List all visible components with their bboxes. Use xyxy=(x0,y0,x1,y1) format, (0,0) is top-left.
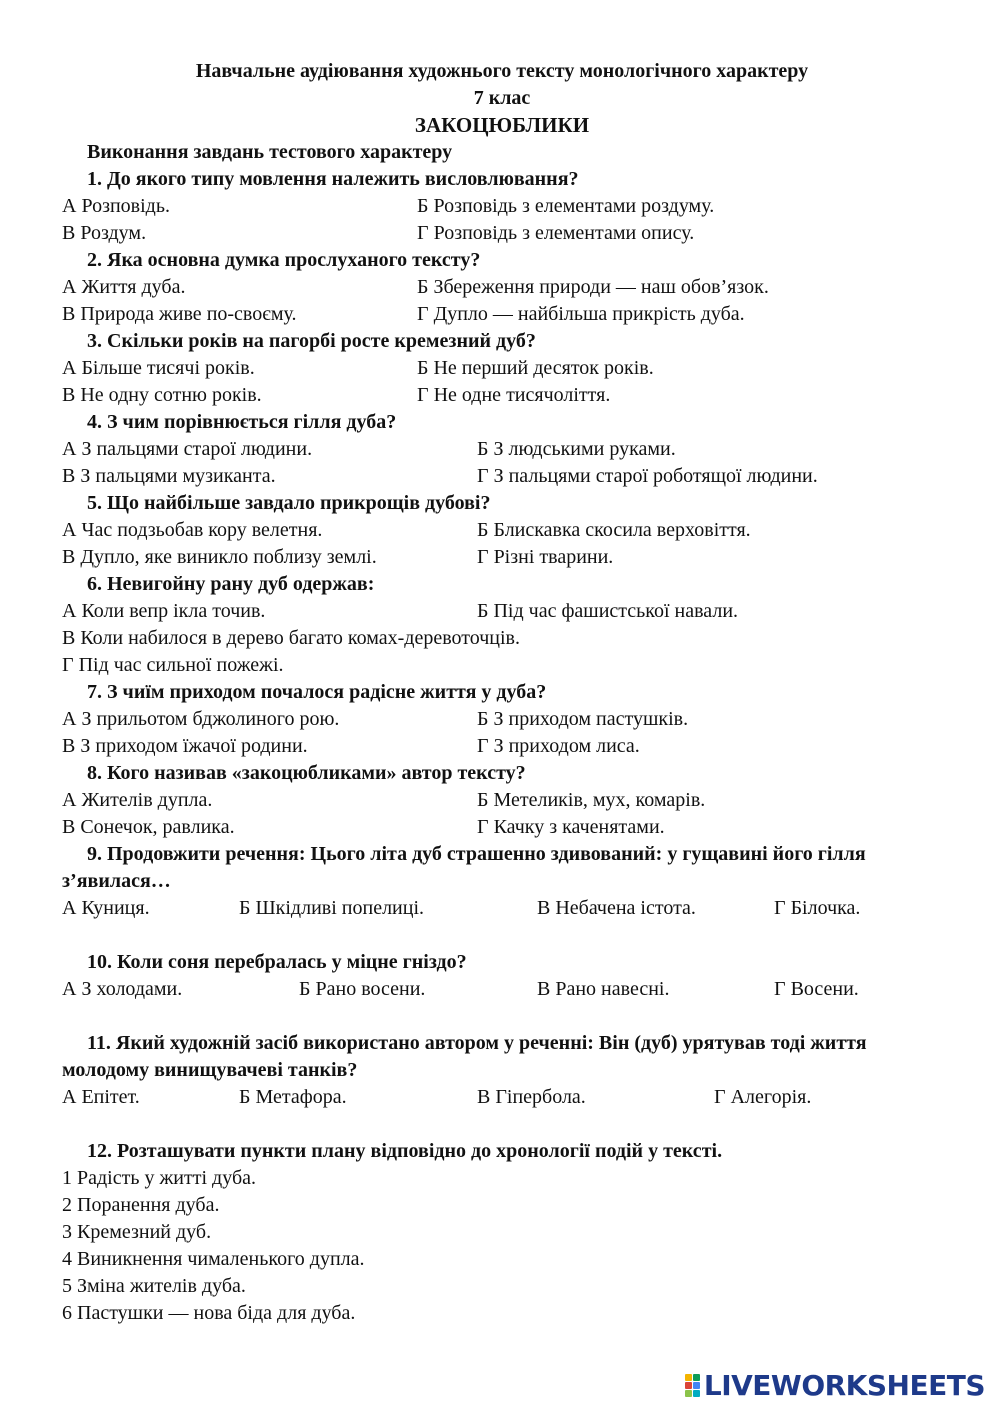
logo-square-icon xyxy=(685,1374,692,1381)
answer-option[interactable]: Г З пальцями старої роботящої людини. xyxy=(477,465,818,487)
plan-item[interactable]: 1 Радість у житті дуба. xyxy=(62,1167,256,1189)
answer-option[interactable]: Б З людськими руками. xyxy=(477,438,676,460)
answer-option[interactable]: А Життя дуба. xyxy=(62,276,186,298)
answer-row xyxy=(62,193,942,220)
answer-option[interactable]: А Розповідь. xyxy=(62,195,170,217)
answer-option[interactable]: Б Блискавка скосила верховіття. xyxy=(477,519,751,541)
answer-option[interactable]: Б Метафора. xyxy=(239,1086,347,1108)
answer-row xyxy=(62,220,942,247)
answer-option[interactable]: Г З приходом лиса. xyxy=(477,735,640,757)
answer-option[interactable]: Б Рано восени. xyxy=(299,978,426,1000)
answer-option[interactable]: Г Качку з каченятами. xyxy=(477,816,665,838)
plan-item[interactable]: 2 Поранення дуба. xyxy=(62,1194,220,1216)
logo-square-icon xyxy=(685,1390,692,1397)
answer-option[interactable]: А Жителів дупла. xyxy=(62,789,213,811)
logo-square-icon xyxy=(693,1374,700,1381)
answer-option[interactable]: Г Дупло — найбільша прикрість дуба. xyxy=(417,303,745,325)
doc-heading-line1: Навчальне аудіювання художнього тексту монологічного характеру xyxy=(195,60,809,82)
liveworksheets-logo xyxy=(685,1369,985,1401)
answer-row xyxy=(62,274,942,301)
logo-square-icon xyxy=(685,1382,692,1389)
answer-option[interactable]: Б Збереження природи — наш обов’язок. xyxy=(417,276,769,298)
question-7: 7. З чиїм приходом почалося радісне життя у дуба? xyxy=(87,681,547,703)
answer-option[interactable]: А З прильотом бджолиного рою. xyxy=(62,708,340,730)
answer-option[interactable]: Б Під час фашистської навали. xyxy=(477,600,739,622)
plan-item[interactable]: 6 Пастушки — нова біда для дуба. xyxy=(62,1302,356,1324)
answer-option[interactable]: А Час подзьобав кору велетня. xyxy=(62,519,323,541)
answer-option[interactable]: Б Шкідливі попелиці. xyxy=(239,897,425,919)
answer-option[interactable]: Г Восени. xyxy=(774,978,859,1000)
doc-grade: 7 клас xyxy=(473,87,531,109)
question-1: 1. До якого типу мовлення належить висловлювання? xyxy=(87,168,579,190)
answer-option[interactable]: В Роздум. xyxy=(62,222,147,244)
question-6: 6. Невигойну рану дуб одержав: xyxy=(87,573,375,595)
logo-square-icon xyxy=(693,1390,700,1397)
answer-option[interactable]: Б Метеликів, мух, комарів. xyxy=(477,789,706,811)
answer-row xyxy=(62,1084,942,1111)
answer-option[interactable]: В З пальцями музиканта. xyxy=(62,465,276,487)
question-12: 12. Розташувати пункти плану відповідно до хронології подій у тексті. xyxy=(87,1140,723,1162)
answer-option[interactable]: В Рано навесні. xyxy=(537,978,670,1000)
answer-row xyxy=(62,517,942,544)
answer-row xyxy=(62,733,942,760)
answer-option[interactable]: Г Розповідь з елементами опису. xyxy=(417,222,695,244)
logo-square-icon xyxy=(693,1382,700,1389)
answer-row xyxy=(62,355,942,382)
answer-row xyxy=(62,463,942,490)
answer-option[interactable]: А Куниця. xyxy=(62,897,150,919)
logo-text: LIVEWORKSHEETS xyxy=(703,1368,985,1402)
answer-row xyxy=(62,895,942,922)
plan-item[interactable]: 4 Виникнення чималенького дупла. xyxy=(62,1248,365,1270)
question-5: 5. Що найбільше завдало прикрощів дубові? xyxy=(87,492,491,514)
question-9: 9. Продовжити речення: Цього літа дуб страшенно здивований: у гущавині його гілля з’явилася… xyxy=(62,843,866,892)
answer-row xyxy=(62,787,942,814)
answer-option[interactable]: А Епітет. xyxy=(62,1086,140,1108)
answer-option[interactable]: В Дупло, яке виникло поблизу землі. xyxy=(62,546,377,568)
answer-option[interactable]: Г Алегорія. xyxy=(714,1086,812,1108)
logo-squares-icon xyxy=(685,1374,700,1397)
answer-row xyxy=(62,301,942,328)
answer-option[interactable]: В Гіпербола. xyxy=(477,1086,586,1108)
answer-option[interactable]: В Сонечок, равлика. xyxy=(62,816,235,838)
answer-option[interactable]: Г Не одне тисячоліття. xyxy=(417,384,611,406)
answer-option[interactable]: А З холодами. xyxy=(62,978,183,1000)
question-2: 2. Яка основна думка прослуханого тексту? xyxy=(87,249,481,271)
answer-row xyxy=(62,598,942,625)
section-heading: Виконання завдань тестового характеру xyxy=(87,141,453,163)
answer-option[interactable]: Г Під час сильної пожежі. xyxy=(62,654,284,676)
answer-row xyxy=(62,382,942,409)
answer-option[interactable]: А Більше тисячі років. xyxy=(62,357,255,379)
answer-option[interactable]: А З пальцями старої людини. xyxy=(62,438,313,460)
answer-option[interactable]: В Коли набилося в дерево багато комах-деревоточців. xyxy=(62,627,520,649)
worksheet xyxy=(62,58,942,1327)
answer-option[interactable]: Г Білочка. xyxy=(774,897,861,919)
answer-option[interactable]: Б Розповідь з елементами роздуму. xyxy=(417,195,715,217)
answer-option[interactable]: Г Різні тварини. xyxy=(477,546,614,568)
answer-row xyxy=(62,706,942,733)
plan-item[interactable]: 3 Кремезний дуб. xyxy=(62,1221,212,1243)
answer-option[interactable]: В Не одну сотню років. xyxy=(62,384,262,406)
answer-option[interactable]: Б Не перший десяток років. xyxy=(417,357,654,379)
answer-option[interactable]: В З приходом їжачої родини. xyxy=(62,735,308,757)
question-8: 8. Кого називав «закоцюбликами» автор тексту? xyxy=(87,762,526,784)
answer-row xyxy=(62,544,942,571)
question-4: 4. З чим порівнюється гілля дуба? xyxy=(87,411,397,433)
question-3: 3. Скільки років на пагорбі росте кремезний дуб? xyxy=(87,330,536,352)
answer-row xyxy=(62,976,942,1003)
plan-item[interactable]: 5 Зміна жителів дуба. xyxy=(62,1275,246,1297)
answer-option[interactable]: А Коли вепр ікла точив. xyxy=(62,600,266,622)
answer-option[interactable]: Б З приходом пастушків. xyxy=(477,708,689,730)
answer-option[interactable]: В Природа живе по-своєму. xyxy=(62,303,297,325)
answer-row xyxy=(62,814,942,841)
doc-title: ЗАКОЦЮБЛИКИ xyxy=(414,113,590,137)
question-10: 10. Коли соня перебралась у міцне гніздо? xyxy=(87,951,467,973)
answer-row xyxy=(62,436,942,463)
question-11: 11. Який художній засіб використано автором у реченні: Він (дуб) урятував тоді життя молодому винищувачеві танків? xyxy=(62,1032,867,1081)
answer-option[interactable]: В Небачена істота. xyxy=(537,897,696,919)
